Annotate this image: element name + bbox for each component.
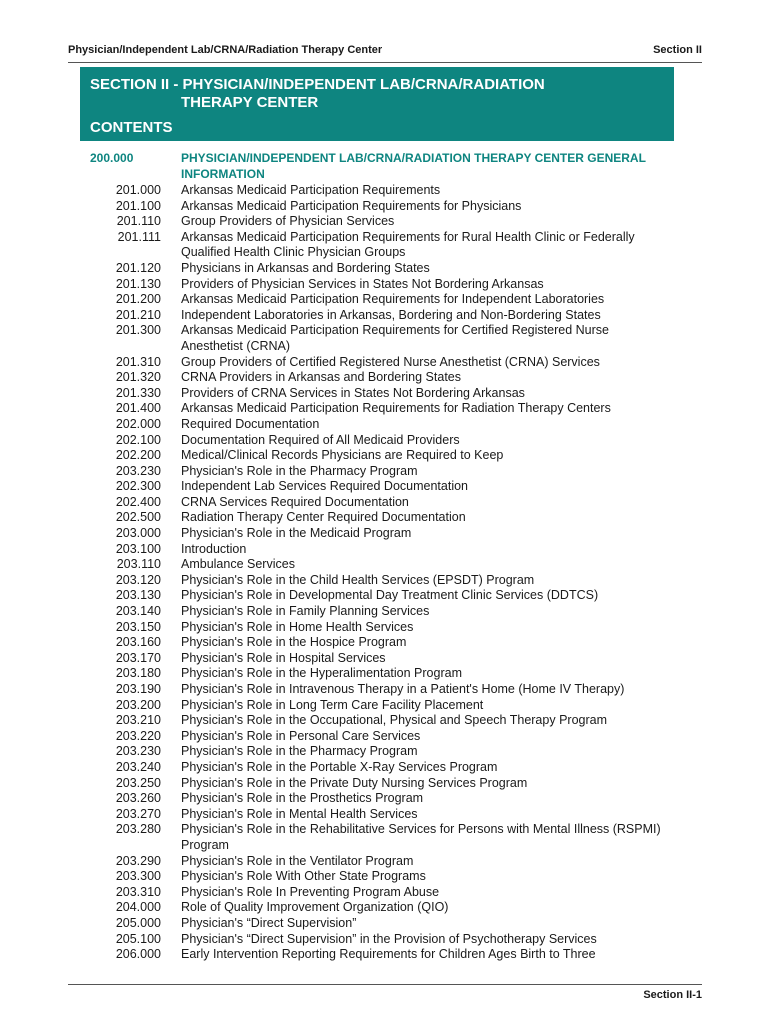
toc-entry-title: Physician's Role With Other State Programs [181,869,426,884]
toc-entry-number: 201.400 [115,401,161,416]
toc-entry-number: 203.290 [115,853,161,868]
toc-entry-title: Ambulance Services [181,557,295,572]
toc-entry[interactable] [0,370,770,386]
toc-entry[interactable] [0,932,770,948]
toc-entry-number: 203.270 [115,806,161,821]
toc-entry-number: 202.200 [115,448,161,463]
toc-entry-number: 203.100 [115,541,161,556]
toc-entry-title: Physician's “Direct Supervision” in the Provision of Psychotherapy Services [181,931,597,946]
toc-entry-title: Providers of Physician Services in States Not Bordering Arkansas [181,276,544,291]
toc-entry[interactable] [0,635,770,651]
toc-entry-title: Arkansas Medicaid Participation Requirements for Certified Registered Nurse Anesthetist (CRNA) [181,323,609,353]
toc-entry-title: Physician's Role in the Private Duty Nursing Services Program [181,775,528,790]
toc-entry-title: Physicians in Arkansas and Bordering States [181,260,430,275]
toc-entry-number: 202.500 [115,510,161,525]
toc-entry-title: Physician's Role in Long Term Care Facility Placement [181,697,484,712]
toc-entry[interactable] [0,386,770,402]
running-header [68,44,702,60]
toc-entry-number: 203.240 [115,759,161,774]
toc-entry-title: Physician's Role in Personal Care Services [181,728,421,743]
toc-entry-number: 203.300 [115,869,161,884]
toc-entry-title: Physician's Role in the Ventilator Program [181,853,414,868]
toc-entry-number: 201.110 [116,214,161,229]
toc-entry-title: Physician's Role in the Occupational, Physical and Speech Therapy Program [181,713,607,728]
toc-entry[interactable] [0,417,770,433]
toc-entry[interactable] [0,323,770,354]
page-number: Section II-1 [643,989,702,1001]
toc-entry[interactable] [0,854,770,870]
toc-entry-title: CRNA Providers in Arkansas and Bordering States [181,370,461,385]
toc-entry-number: 203.000 [115,526,161,541]
toc-entry-number: 203.280 [115,822,161,837]
toc-entry-number: 202.000 [115,416,161,431]
toc-entry[interactable] [0,760,770,776]
toc-entry[interactable] [0,448,770,464]
toc-entry-title: Required Documentation [181,416,320,431]
toc-entry-number: 203.160 [115,635,161,650]
toc-entry-title: Providers of CRNA Services in States Not Bordering Arkansas [181,385,525,400]
banner-title-line2: THERAPY CENTER [181,94,319,111]
toc-entry-title: Arkansas Medicaid Participation Requirements [181,183,441,197]
toc-entry-number: 203.180 [115,666,161,681]
toc-entry-title: Radiation Therapy Center Required Documentation [181,510,466,525]
toc-entry[interactable] [0,433,770,449]
section-banner [80,67,674,141]
toc-entry-title: Role of Quality Improvement Organization (QIO) [181,900,449,915]
toc-entry[interactable] [0,885,770,901]
toc-entry[interactable] [0,510,770,526]
toc-entry-number: 203.110 [116,557,161,572]
toc-entry-title: Physician's Role in Hospital Services [181,650,386,665]
toc-entry[interactable] [0,464,770,480]
toc-entry-title: Physician's “Direct Supervision” [181,915,357,930]
toc-entry-title: Arkansas Medicaid Participation Requirements for Rural Health Clinic or Federally Qualified Health Clinic Physician Groups [181,229,635,260]
toc-entry[interactable] [0,557,770,573]
toc-entry-number: 205.100 [115,931,161,946]
toc-entry-number: 203.310 [115,884,161,899]
contents-heading: CONTENTS [90,119,173,136]
toc-entry[interactable] [0,355,770,371]
toc-entry[interactable] [0,401,770,417]
toc-entry-number: 202.400 [115,494,161,509]
toc-entry-title: Physician's Role in the Pharmacy Program [181,463,418,478]
toc-entry-number: 203.260 [115,791,161,806]
toc-entry-title: Independent Lab Services Required Documentation [181,479,468,494]
toc-entry[interactable] [0,822,770,853]
toc-entry-number: 206.000 [115,947,161,962]
banner-title-line1: SECTION II - PHYSICIAN/INDEPENDENT LAB/CRNA/RADIATION [90,76,545,93]
toc-entry-title: Group Providers of Physician Services [181,214,395,229]
toc-entry-number: 204.000 [115,900,161,915]
toc-entry[interactable] [0,713,770,729]
toc-entry[interactable] [0,807,770,823]
toc-entry-title: Physician's Role in the Hyperalimentation Program [181,666,462,681]
toc-entry[interactable] [0,495,770,511]
toc-entry[interactable] [0,526,770,542]
toc-entry-number: 201.000 [115,183,161,197]
toc-entry[interactable] [0,308,770,324]
toc-entry[interactable] [0,698,770,714]
toc-entry[interactable] [0,199,770,215]
toc-entry-number: 203.150 [115,619,161,634]
toc-entry-number: 201.300 [115,323,161,338]
toc-entry-title: Arkansas Medicaid Participation Requirements for Independent Laboratories [181,292,605,307]
toc-entry-title: Arkansas Medicaid Participation Requirements for Physicians [181,198,522,213]
toc-entry[interactable] [0,900,770,916]
toc-entry-title: Group Providers of Certified Registered Nurse Anesthetist (CRNA) Services [181,354,600,369]
section-title: PHYSICIAN/INDEPENDENT LAB/CRNA/RADIATION THERAPY CENTER GENERAL INFORMATION [181,151,646,181]
header-section: Section II [653,44,702,56]
header-title: Physician/Independent Lab/CRNA/Radiation Therapy Center [68,44,383,56]
toc-entry-title: Early Intervention Reporting Requirements for Children Ages Birth to Three [181,947,596,962]
toc-entry-number: 201.210 [115,307,161,322]
toc-entry-number: 203.220 [115,728,161,743]
toc-entry-number: 201.320 [115,370,161,385]
toc-entry-title: Physician's Role in the Hospice Program [181,635,407,650]
toc-entry[interactable] [0,183,770,199]
toc-entry-number: 202.100 [115,432,161,447]
toc-entry-number: 203.210 [115,713,161,728]
toc-entry-title: Physician's Role in Intravenous Therapy in a Patient's Home (Home IV Therapy) [181,682,625,696]
toc-entry[interactable] [0,292,770,308]
toc-entry-number: 203.140 [115,604,161,619]
toc-entry[interactable] [0,479,770,495]
toc-entry-number: 201.111 [117,229,161,244]
toc-entry[interactable] [0,604,770,620]
toc-entry[interactable] [0,916,770,932]
toc-entry-title: Documentation Required of All Medicaid Providers [181,432,460,447]
toc-entry[interactable] [0,869,770,885]
toc-entry[interactable] [0,277,770,293]
toc-entry[interactable] [0,214,770,230]
table-of-contents [0,183,770,963]
toc-entry-number: 201.120 [115,260,161,275]
header-rule [68,62,702,63]
toc-entry-number: 201.330 [115,385,161,400]
toc-entry-number: 203.230 [115,463,161,478]
toc-entry-title: CRNA Services Required Documentation [181,494,409,509]
toc-entry[interactable] [0,588,770,604]
toc-entry-number: 203.130 [115,588,161,603]
toc-entry-title: Introduction [181,541,247,556]
toc-entry-title: Physician's Role in the Medicaid Program [181,526,412,541]
toc-entry-number: 203.120 [115,572,161,587]
toc-entry[interactable] [0,791,770,807]
toc-entry-title: Physician's Role in the Prosthetics Program [181,791,424,806]
toc-entry-title: Physician's Role in Family Planning Services [181,604,430,619]
toc-entry[interactable] [0,947,770,963]
toc-entry[interactable] [0,230,770,261]
toc-entry[interactable] [0,729,770,745]
toc-entry-title: Physician's Role in Mental Health Services [181,806,418,821]
toc-entry-title: Medical/Clinical Records Physicians are Required to Keep [181,448,504,463]
toc-entry-number: 203.190 [115,682,161,696]
toc-entry[interactable] [0,776,770,792]
toc-entry[interactable] [0,666,770,682]
toc-entry-title: Physician's Role in the Portable X-Ray Services Program [181,759,498,774]
toc-entry-title: Physician's Role In Preventing Program Abuse [181,884,440,899]
section-number: 200.000 [90,151,134,165]
toc-entry-number: 203.170 [115,650,161,665]
toc-entry[interactable] [0,682,770,698]
toc-entry-title: Physician's Role in the Child Health Services (EPSDT) Program [181,572,535,587]
toc-entry-number: 202.300 [115,479,161,494]
toc-entry[interactable] [0,651,770,667]
toc-entry-number: 205.000 [115,915,161,930]
toc-entry-number: 203.250 [115,775,161,790]
toc-entry-title: Arkansas Medicaid Participation Requirements for Radiation Therapy Centers [181,401,611,416]
toc-entry-title: Physician's Role in the Pharmacy Program [181,744,418,759]
toc-entry-number: 201.130 [115,276,161,291]
toc-entry-title: Physician's Role in the Rehabilitative Services for Persons with Mental Illness (RSPMI) Program [181,822,661,852]
toc-entry-title: Physician's Role in Developmental Day Treatment Clinic Services (DDTCS) [181,588,599,603]
toc-entry[interactable] [0,573,770,589]
toc-entry-number: 201.100 [115,198,161,213]
toc-entry[interactable] [0,261,770,277]
toc-entry-number: 201.200 [115,292,161,307]
toc-entry-title: Physician's Role in Home Health Services [181,619,414,634]
toc-entry[interactable] [0,744,770,760]
toc-entry[interactable] [0,620,770,636]
toc-entry-number: 201.310 [115,354,161,369]
toc-entry-number: 203.200 [115,697,161,712]
toc-entry-title: Independent Laboratories in Arkansas, Bordering and Non-Bordering States [181,307,601,322]
toc-entry[interactable] [0,542,770,558]
toc-entry-number: 203.230 [115,744,161,759]
footer-rule [68,984,702,985]
